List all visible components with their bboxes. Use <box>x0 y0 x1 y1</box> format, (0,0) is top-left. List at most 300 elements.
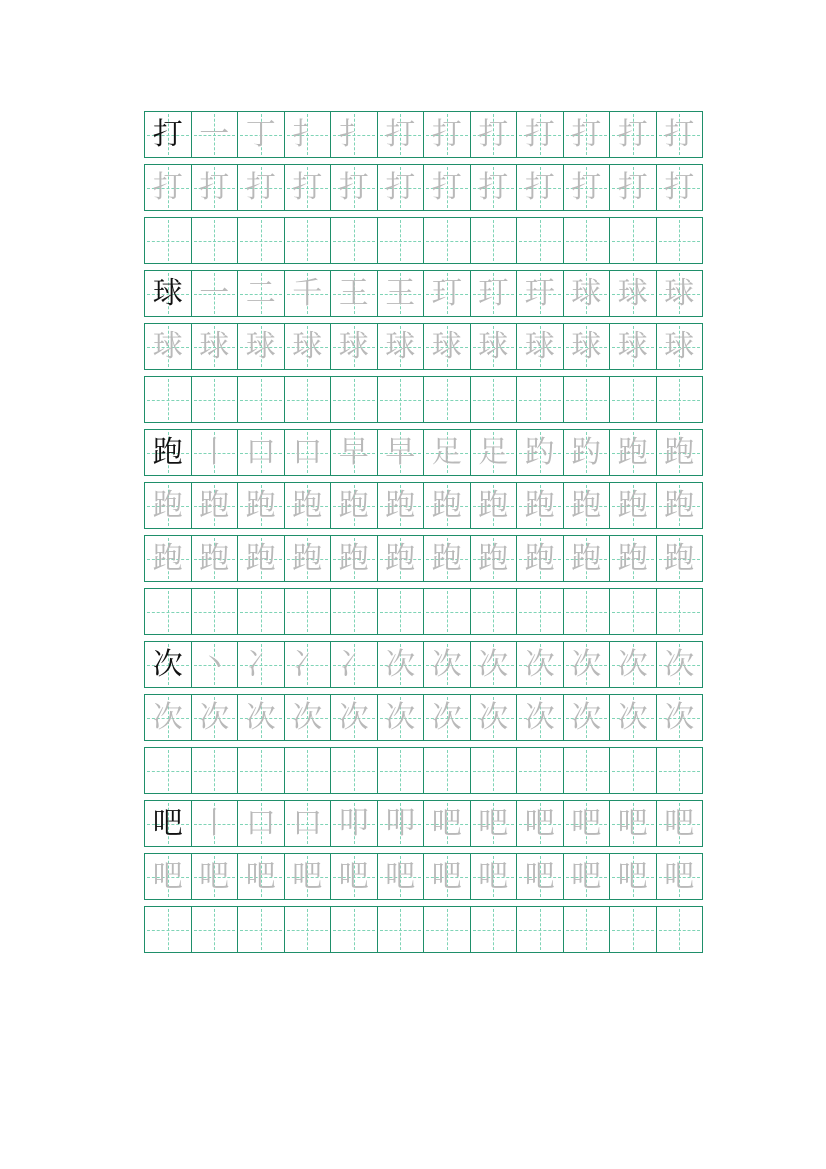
empty-practice-cell <box>331 907 378 952</box>
trace-character <box>657 907 703 952</box>
tian-grid-cell <box>192 271 239 316</box>
empty-practice-cell <box>378 748 425 793</box>
trace-character <box>610 589 656 634</box>
tian-grid-cell <box>657 536 703 581</box>
tian-grid-cell <box>285 854 332 899</box>
tian-grid-cell <box>424 483 471 528</box>
trace-character: 打 <box>338 169 369 205</box>
tian-grid-cell <box>610 695 657 740</box>
tian-grid-cell <box>564 165 611 210</box>
trace-character <box>145 218 191 263</box>
tian-grid-cell <box>192 642 239 687</box>
trace-character <box>192 907 238 952</box>
trace-character: 口 <box>245 805 276 841</box>
tian-grid-cell <box>471 483 518 528</box>
tian-grid-cell <box>285 324 332 369</box>
empty-practice-cell <box>238 748 285 793</box>
empty-practice-cell <box>145 218 192 263</box>
trace-character <box>610 748 656 793</box>
trace-character: 叩 <box>385 805 416 841</box>
trace-character <box>517 218 563 263</box>
tian-grid-cell <box>610 112 657 157</box>
tian-grid-cell <box>378 801 425 846</box>
empty-practice-cell <box>238 377 285 422</box>
trace-character <box>564 589 610 634</box>
trace-character: 趵 <box>524 434 555 470</box>
tian-grid-cell <box>517 324 564 369</box>
trace-character: 早 <box>385 434 416 470</box>
trace-character: 吧 <box>571 858 602 894</box>
trace-character: 口 <box>292 434 323 470</box>
tian-grid-cell <box>145 642 192 687</box>
tian-grid-cell <box>378 271 425 316</box>
tian-grid-cell <box>610 642 657 687</box>
tian-grid-cell <box>378 324 425 369</box>
trace-character: 吧 <box>524 805 555 841</box>
tian-grid-cell <box>331 483 378 528</box>
trace-character: 一 <box>199 116 230 152</box>
trace-character: 跑 <box>199 540 230 576</box>
trace-character <box>564 748 610 793</box>
empty-practice-cell <box>424 748 471 793</box>
empty-practice-cell <box>238 218 285 263</box>
trace-character: 吧 <box>617 805 648 841</box>
trace-character: 次 <box>524 646 555 682</box>
empty-practice-cell <box>285 907 332 952</box>
tian-grid-cell <box>471 324 518 369</box>
empty-practice-cell <box>564 589 611 634</box>
tian-grid-cell <box>145 854 192 899</box>
tian-grid-cell <box>285 695 332 740</box>
trace-character: 跑 <box>431 540 462 576</box>
tian-grid-cell <box>517 695 564 740</box>
trace-character: 王 <box>338 275 369 311</box>
trace-character <box>657 218 703 263</box>
trace-character <box>192 589 238 634</box>
trace-character: 次 <box>571 699 602 735</box>
empty-practice-cell <box>238 907 285 952</box>
tian-grid-cell <box>145 430 192 475</box>
tian-grid-cell <box>378 483 425 528</box>
trace-character: 跑 <box>152 487 183 523</box>
trace-character: 次 <box>524 699 555 735</box>
trace-character: 球 <box>292 328 323 364</box>
trace-character <box>238 218 284 263</box>
trace-character: 次 <box>478 699 509 735</box>
trace-character: 球 <box>478 328 509 364</box>
empty-practice-cell <box>331 589 378 634</box>
trace-character: 球 <box>664 328 695 364</box>
tian-grid-cell <box>610 430 657 475</box>
trace-character: 次 <box>571 646 602 682</box>
tian-grid-cell <box>657 271 703 316</box>
trace-character <box>610 218 656 263</box>
trace-character <box>471 748 517 793</box>
trace-character: 跑 <box>664 434 695 470</box>
trace-character: 跑 <box>524 540 555 576</box>
trace-character: 打 <box>292 169 323 205</box>
tian-grid-cell <box>285 642 332 687</box>
trace-character <box>564 907 610 952</box>
tian-grid-cell <box>145 112 192 157</box>
trace-character <box>331 218 377 263</box>
tian-grid-cell <box>192 801 239 846</box>
trace-character <box>564 377 610 422</box>
tian-grid-cell <box>471 271 518 316</box>
tian-grid-cell <box>145 801 192 846</box>
trace-character: 吧 <box>524 858 555 894</box>
trace-character: 冫 <box>338 646 369 682</box>
tian-grid-cell <box>564 536 611 581</box>
empty-practice-cell <box>378 589 425 634</box>
trace-character: 吧 <box>478 805 509 841</box>
tian-grid-cell <box>471 112 518 157</box>
trace-character: 次 <box>385 699 416 735</box>
tian-grid-cell <box>517 801 564 846</box>
tian-grid-cell <box>238 642 285 687</box>
tian-grid-cell <box>517 483 564 528</box>
empty-practice-cell <box>331 218 378 263</box>
trace-character <box>564 218 610 263</box>
empty-practice-cell <box>331 377 378 422</box>
trace-character: 打 <box>478 169 509 205</box>
trace-character: 冫 <box>245 646 276 682</box>
trace-character: 打 <box>152 169 183 205</box>
trace-character: 丶 <box>199 646 230 682</box>
trace-character: 跑 <box>478 540 509 576</box>
empty-practice-cell <box>145 589 192 634</box>
trace-character <box>471 589 517 634</box>
practice-row <box>144 164 703 211</box>
empty-practice-cell <box>424 377 471 422</box>
tian-grid-cell <box>471 801 518 846</box>
trace-character <box>610 907 656 952</box>
trace-character: 跑 <box>338 540 369 576</box>
empty-practice-cell <box>145 907 192 952</box>
trace-character <box>657 589 703 634</box>
tian-grid-cell <box>238 271 285 316</box>
trace-character: 球 <box>664 275 695 311</box>
trace-character: 次 <box>431 699 462 735</box>
trace-character: 打 <box>431 169 462 205</box>
practice-row <box>144 323 703 370</box>
trace-character: 跑 <box>199 487 230 523</box>
trace-character: 跑 <box>152 540 183 576</box>
trace-character <box>471 377 517 422</box>
empty-practice-cell <box>424 907 471 952</box>
tian-grid-cell <box>285 271 332 316</box>
trace-character: 球 <box>571 328 602 364</box>
tian-grid-cell <box>192 695 239 740</box>
tian-grid-cell <box>610 854 657 899</box>
tian-grid-cell <box>564 854 611 899</box>
empty-practice-cell <box>285 377 332 422</box>
trace-character: 口 <box>245 434 276 470</box>
tian-grid-cell <box>424 536 471 581</box>
tian-grid-cell <box>331 112 378 157</box>
tian-grid-cell <box>331 801 378 846</box>
tian-grid-cell <box>378 430 425 475</box>
tian-grid-cell <box>238 695 285 740</box>
trace-character: 跑 <box>664 540 695 576</box>
trace-character <box>192 748 238 793</box>
empty-practice-cell <box>145 377 192 422</box>
trace-character: 吧 <box>617 858 648 894</box>
trace-character: 跑 <box>478 487 509 523</box>
tian-grid-cell <box>610 483 657 528</box>
tian-grid-cell <box>564 271 611 316</box>
tian-grid-cell <box>657 324 703 369</box>
tian-grid-cell <box>424 112 471 157</box>
tian-grid-cell <box>564 642 611 687</box>
trace-character: 球 <box>199 328 230 364</box>
trace-character: 玎 <box>431 275 462 311</box>
tian-grid-cell <box>424 271 471 316</box>
trace-character <box>517 748 563 793</box>
empty-practice-cell <box>471 218 518 263</box>
tian-grid-cell <box>378 695 425 740</box>
model-character: 打 <box>152 116 183 152</box>
trace-character: 球 <box>571 275 602 311</box>
trace-character: 吧 <box>431 858 462 894</box>
practice-row <box>144 429 703 476</box>
trace-character <box>657 377 703 422</box>
empty-practice-cell <box>192 377 239 422</box>
practice-row <box>144 800 703 847</box>
trace-character: 打 <box>571 169 602 205</box>
trace-character: 次 <box>617 646 648 682</box>
trace-character <box>657 748 703 793</box>
trace-character <box>285 907 331 952</box>
trace-character: 打 <box>664 116 695 152</box>
empty-practice-cell <box>378 377 425 422</box>
trace-character: 打 <box>431 116 462 152</box>
trace-character: 次 <box>152 699 183 735</box>
trace-character <box>378 907 424 952</box>
trace-character: 跑 <box>664 487 695 523</box>
trace-character <box>471 907 517 952</box>
tian-grid-cell <box>145 324 192 369</box>
tian-grid-cell <box>471 642 518 687</box>
trace-character <box>331 907 377 952</box>
trace-character: 趵 <box>571 434 602 470</box>
trace-character: 打 <box>524 169 555 205</box>
tian-grid-cell <box>610 536 657 581</box>
tian-grid-cell <box>145 536 192 581</box>
empty-practice-cell <box>331 748 378 793</box>
tian-grid-cell <box>610 165 657 210</box>
tian-grid-cell <box>471 854 518 899</box>
trace-character: 球 <box>524 328 555 364</box>
tian-grid-cell <box>285 536 332 581</box>
practice-row <box>144 694 703 741</box>
trace-character: 吧 <box>292 858 323 894</box>
trace-character: 吧 <box>338 858 369 894</box>
tian-grid-cell <box>657 695 703 740</box>
tian-grid-cell <box>564 324 611 369</box>
tian-grid-cell <box>517 536 564 581</box>
tian-grid-cell <box>657 854 703 899</box>
trace-character <box>145 589 191 634</box>
tian-grid-cell <box>192 165 239 210</box>
trace-character: 跑 <box>385 487 416 523</box>
tian-grid-cell <box>192 324 239 369</box>
tian-grid-cell <box>657 483 703 528</box>
trace-character: 足 <box>478 434 509 470</box>
tian-grid-cell <box>238 430 285 475</box>
tian-grid-cell <box>471 165 518 210</box>
tian-grid-cell <box>192 854 239 899</box>
trace-character: 丨 <box>199 434 230 470</box>
trace-character <box>424 589 470 634</box>
trace-character <box>285 748 331 793</box>
trace-character: 跑 <box>431 487 462 523</box>
trace-character: 次 <box>385 646 416 682</box>
trace-character: 次 <box>478 646 509 682</box>
trace-character <box>145 907 191 952</box>
model-character: 吧 <box>152 805 183 841</box>
empty-practice-cell <box>424 589 471 634</box>
empty-practice-cell <box>471 907 518 952</box>
tian-grid-cell <box>285 430 332 475</box>
trace-character <box>517 907 563 952</box>
trace-character: 跑 <box>338 487 369 523</box>
empty-practice-cell <box>145 748 192 793</box>
practice-row <box>144 217 703 264</box>
empty-practice-cell <box>657 377 703 422</box>
trace-character <box>331 377 377 422</box>
trace-character: 吧 <box>664 805 695 841</box>
tian-grid-cell <box>564 430 611 475</box>
trace-character <box>285 218 331 263</box>
tian-grid-cell <box>145 165 192 210</box>
tian-grid-cell <box>192 483 239 528</box>
model-character: 次 <box>152 646 183 682</box>
trace-character: 次 <box>199 699 230 735</box>
trace-character: 吧 <box>571 805 602 841</box>
practice-row <box>144 747 703 794</box>
trace-character: 次 <box>664 646 695 682</box>
tian-grid-cell <box>471 695 518 740</box>
trace-character <box>378 377 424 422</box>
empty-practice-cell <box>285 748 332 793</box>
trace-character: 跑 <box>292 540 323 576</box>
trace-character: 丨 <box>199 805 230 841</box>
empty-practice-cell <box>517 748 564 793</box>
trace-character: 二 <box>245 275 276 311</box>
trace-character: 跑 <box>385 540 416 576</box>
tian-grid-cell <box>331 165 378 210</box>
empty-practice-cell <box>610 748 657 793</box>
tian-grid-cell <box>285 483 332 528</box>
empty-practice-cell <box>471 377 518 422</box>
trace-character <box>192 218 238 263</box>
tian-grid-cell <box>517 165 564 210</box>
empty-practice-cell <box>471 589 518 634</box>
trace-character <box>378 218 424 263</box>
empty-practice-cell <box>192 748 239 793</box>
trace-character <box>424 907 470 952</box>
practice-row <box>144 906 703 953</box>
trace-character: 玎 <box>478 275 509 311</box>
tian-grid-cell <box>145 695 192 740</box>
trace-character: 次 <box>664 699 695 735</box>
trace-character: 玗 <box>524 275 555 311</box>
trace-character: 吧 <box>385 858 416 894</box>
trace-character: 扌 <box>292 116 323 152</box>
tian-grid-cell <box>331 324 378 369</box>
trace-character: 早 <box>338 434 369 470</box>
empty-practice-cell <box>378 907 425 952</box>
tian-grid-cell <box>331 695 378 740</box>
trace-character: 王 <box>385 275 416 311</box>
empty-practice-cell <box>657 907 703 952</box>
tian-grid-cell <box>145 483 192 528</box>
empty-practice-cell <box>517 589 564 634</box>
trace-character: 打 <box>478 116 509 152</box>
tian-grid-cell <box>238 112 285 157</box>
tian-grid-cell <box>424 695 471 740</box>
empty-practice-cell <box>610 218 657 263</box>
tian-grid-cell <box>331 536 378 581</box>
trace-character: 打 <box>571 116 602 152</box>
trace-character: 跑 <box>524 487 555 523</box>
tian-grid-cell <box>564 695 611 740</box>
tian-grid-cell <box>331 271 378 316</box>
empty-practice-cell <box>657 748 703 793</box>
trace-character: 吧 <box>431 805 462 841</box>
practice-row <box>144 270 703 317</box>
tian-grid-cell <box>378 854 425 899</box>
trace-character: 叩 <box>338 805 369 841</box>
empty-practice-cell <box>192 218 239 263</box>
tian-grid-cell <box>564 112 611 157</box>
tian-grid-cell <box>610 271 657 316</box>
empty-practice-cell <box>517 218 564 263</box>
trace-character: 跑 <box>245 487 276 523</box>
practice-row <box>144 376 703 423</box>
empty-practice-cell <box>564 377 611 422</box>
empty-practice-cell <box>564 748 611 793</box>
trace-character: 口 <box>292 805 323 841</box>
tian-grid-cell <box>424 801 471 846</box>
empty-practice-cell <box>285 218 332 263</box>
trace-character <box>610 377 656 422</box>
trace-character: 打 <box>199 169 230 205</box>
trace-character <box>145 377 191 422</box>
trace-character <box>378 589 424 634</box>
trace-character: 跑 <box>571 487 602 523</box>
tian-grid-cell <box>517 854 564 899</box>
trace-character: 打 <box>385 169 416 205</box>
practice-row <box>144 111 703 158</box>
trace-character: 球 <box>338 328 369 364</box>
trace-character: 吧 <box>199 858 230 894</box>
trace-character <box>424 748 470 793</box>
trace-character: 跑 <box>617 487 648 523</box>
trace-character <box>424 377 470 422</box>
trace-character: 球 <box>152 328 183 364</box>
tian-grid-cell <box>471 536 518 581</box>
tian-grid-cell <box>657 430 703 475</box>
trace-character: 打 <box>385 116 416 152</box>
trace-character <box>285 589 331 634</box>
trace-character: 吧 <box>478 858 509 894</box>
practice-grid <box>144 111 703 959</box>
tian-grid-cell <box>564 801 611 846</box>
trace-character <box>331 589 377 634</box>
tian-grid-cell <box>331 642 378 687</box>
